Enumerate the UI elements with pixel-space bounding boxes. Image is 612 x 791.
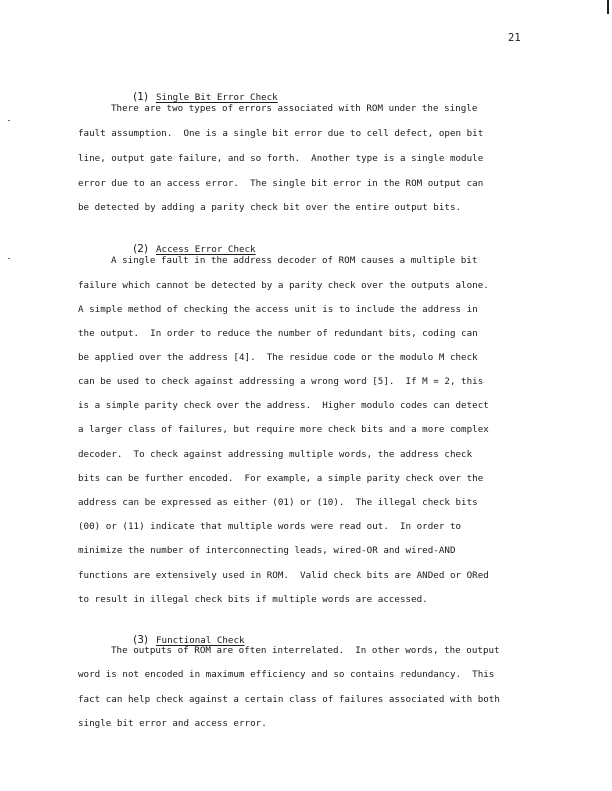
- paragraph-line: line, output gate failure, and so forth. Another type is a single module: [78, 153, 484, 164]
- paragraph-line: be detected by adding a parity check bit over the entire output bits.: [78, 202, 462, 213]
- paragraph-line: a larger class of failures, but require more check bits and a more complex: [78, 424, 489, 435]
- paragraph-line: The outputs of ROM are often interrelated. In other words, the output: [111, 645, 500, 656]
- section-title: Access Error Check: [156, 244, 256, 255]
- paragraph-line: be applied over the address [4]. The residue code or the modulo M check: [78, 352, 478, 363]
- paragraph-line: bits can be further encoded. For example, a simple parity check over the: [78, 473, 484, 484]
- paragraph-line: is a simple parity check over the address. Higher modulo codes can detect: [78, 400, 489, 411]
- section-number: (3): [133, 634, 149, 646]
- paragraph-line: decoder. To check against addressing multiple words, the address check: [78, 449, 473, 460]
- paragraph-line: fact can help check against a certain class of failures associated with both: [78, 694, 500, 705]
- section-title: Single Bit Error Check: [156, 92, 278, 103]
- page-number: 21: [508, 32, 521, 44]
- paragraph-line: There are two types of errors associated with ROM under the single: [111, 103, 478, 114]
- section-number: (1): [133, 91, 149, 103]
- paragraph-line: functions are extensively used in ROM. Valid check bits are ANDed or ORed: [78, 570, 489, 581]
- paragraph-line: single bit error and access error.: [78, 718, 267, 729]
- margin-speck: [8, 258, 10, 259]
- paragraph-line: failure which cannot be detected by a parity check over the outputs alone.: [78, 280, 489, 291]
- section-number: (2): [133, 243, 149, 255]
- margin-speck: [8, 120, 10, 121]
- paragraph-line: (00) or (11) indicate that multiple words were read out. In order to: [78, 521, 462, 532]
- paragraph-line: address can be expressed as either (01) or (10). The illegal check bits: [78, 497, 478, 508]
- paragraph-line: the output. In order to reduce the number of redundant bits, coding can: [78, 328, 478, 339]
- paragraph-line: A simple method of checking the access unit is to include the address in: [78, 304, 478, 315]
- paragraph-line: A single fault in the address decoder of ROM causes a multiple bit: [111, 255, 478, 266]
- paragraph-line: fault assumption. One is a single bit error due to cell defect, open bit: [78, 128, 484, 139]
- paragraph-line: error due to an access error. The single bit error in the ROM output can: [78, 178, 484, 189]
- section-title: Functional Check: [156, 635, 245, 646]
- paragraph-line: word is not encoded in maximum efficiency and so contains redundancy. This: [78, 669, 495, 680]
- paragraph-line: to result in illegal check bits if multiple words are accessed.: [78, 594, 428, 605]
- paragraph-line: can be used to check against addressing a wrong word [5]. If M = 2, this: [78, 376, 484, 387]
- scan-edge-mark: [607, 0, 609, 14]
- paragraph-line: minimize the number of interconnecting leads, wired-OR and wired-AND: [78, 545, 456, 556]
